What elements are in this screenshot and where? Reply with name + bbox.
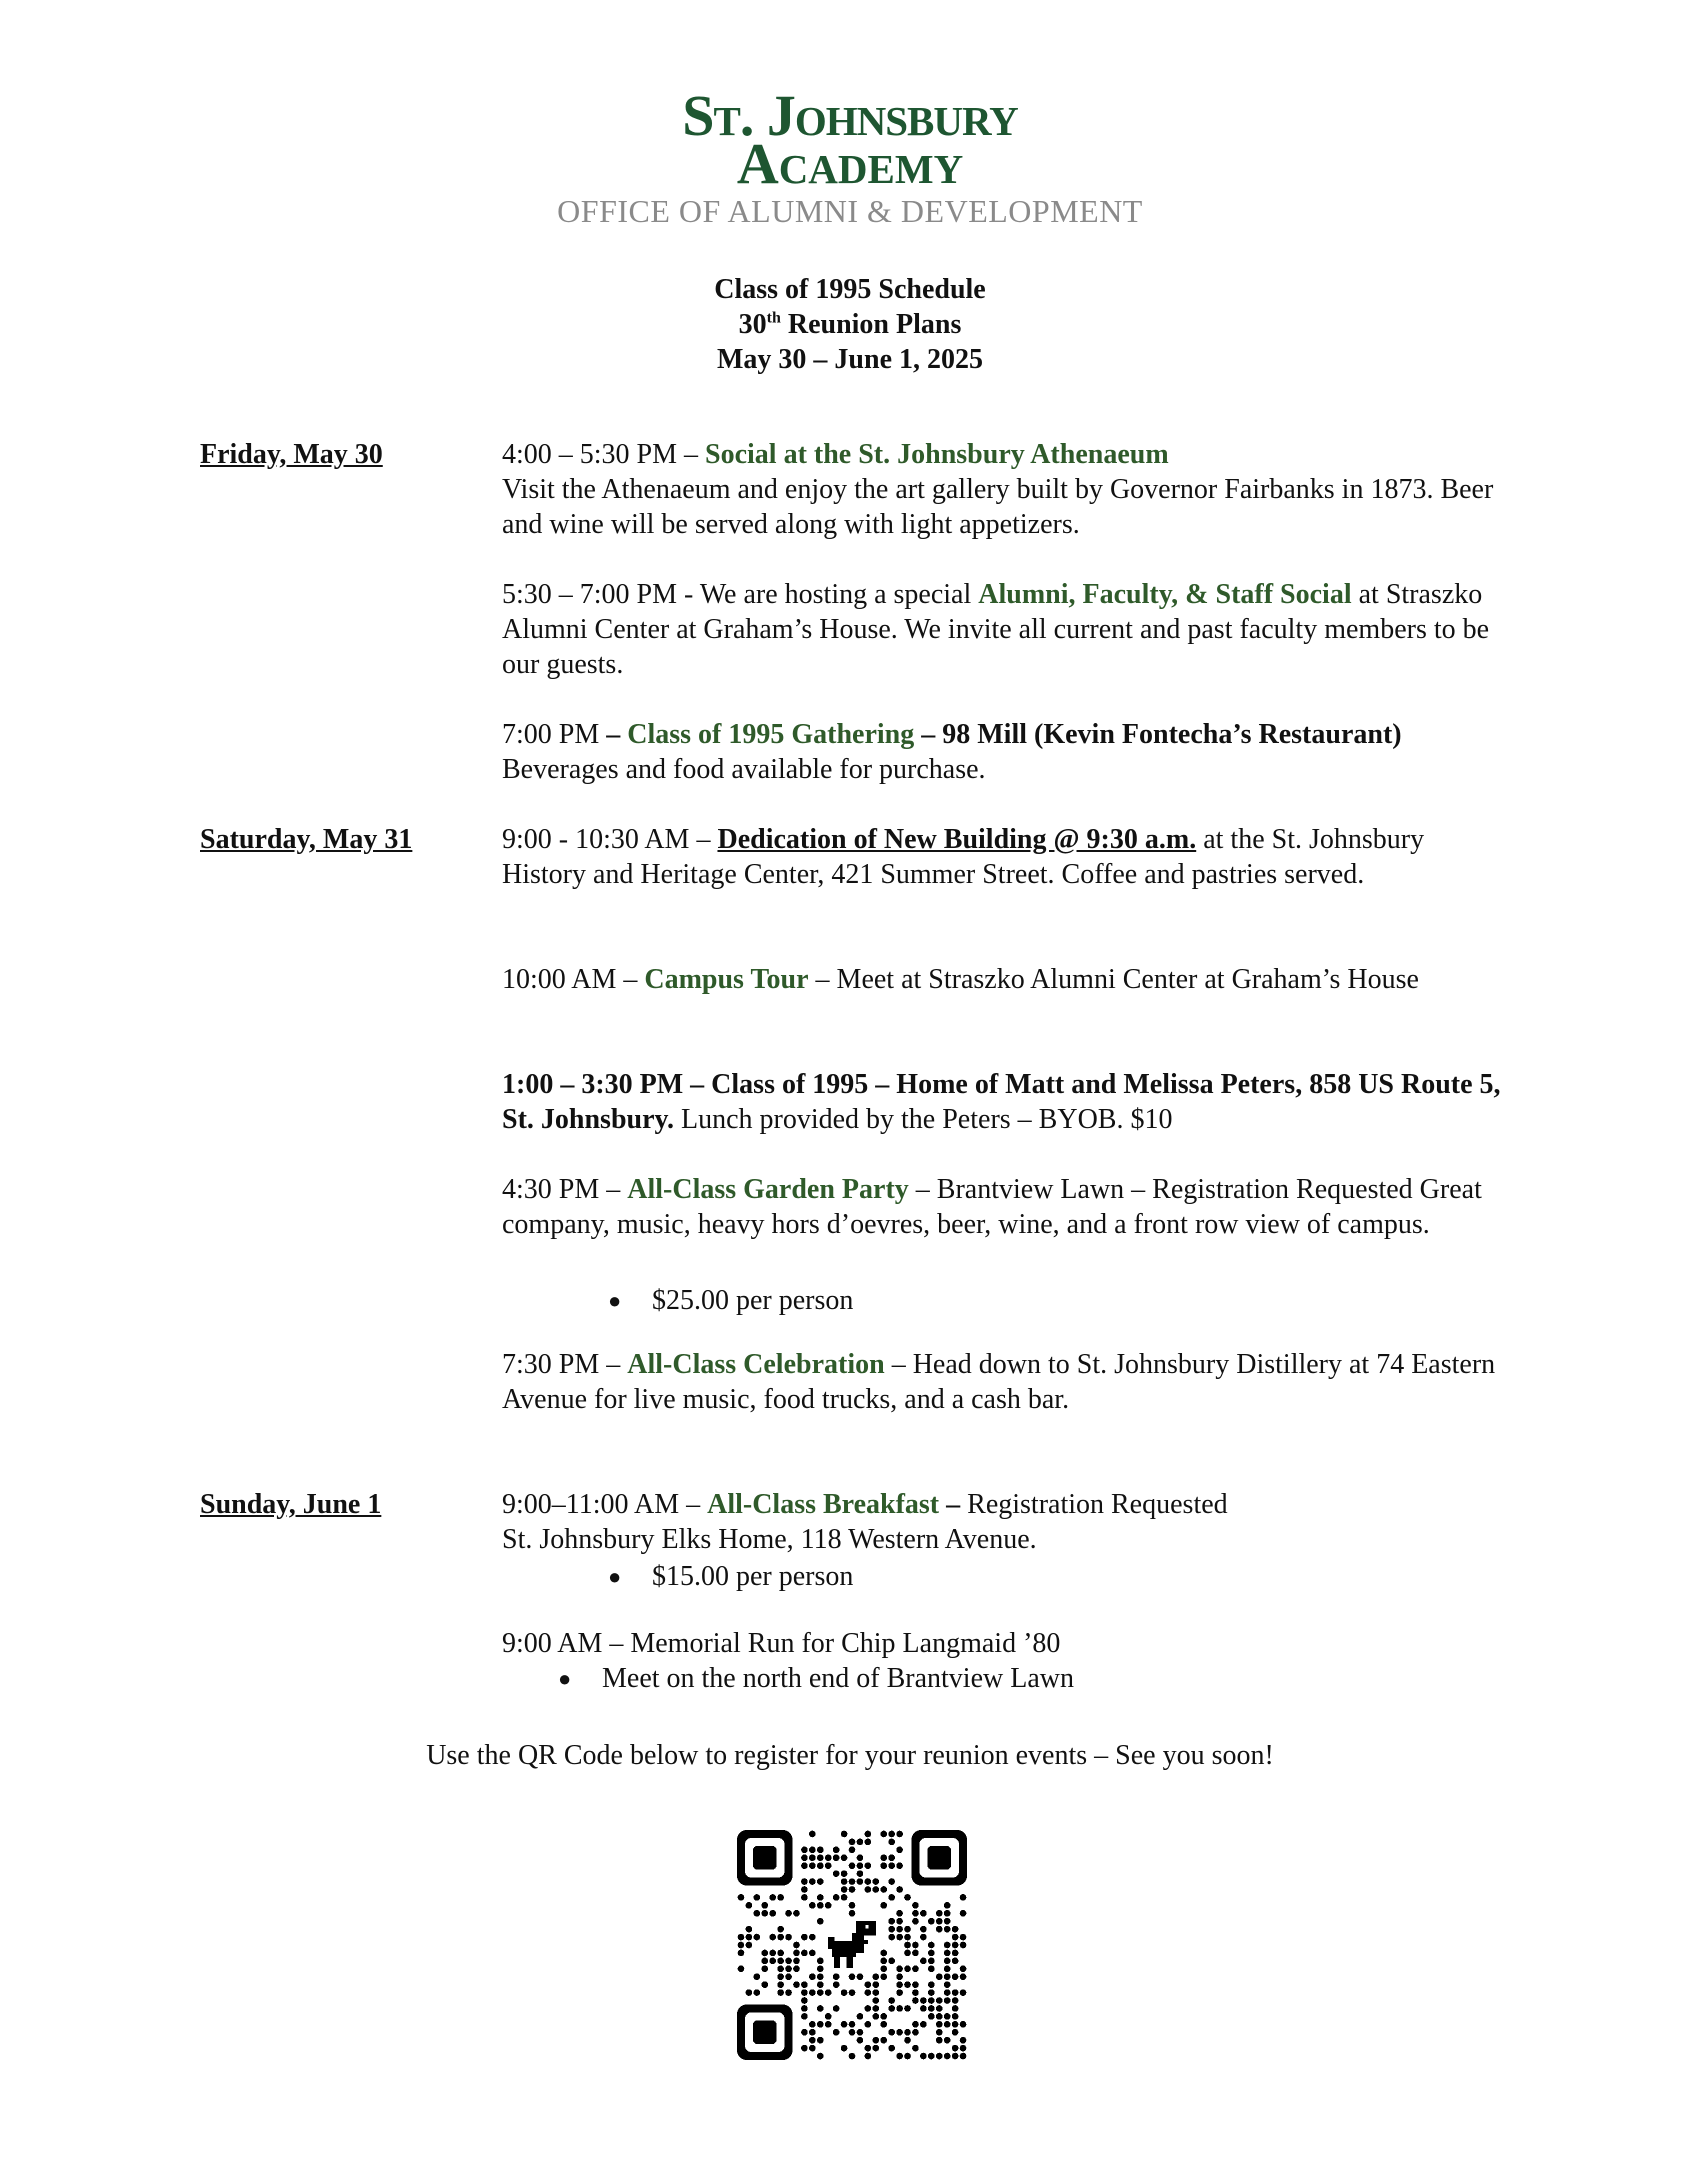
- bullet-icon: ●: [608, 1564, 622, 1589]
- title-line-3: May 30 – June 1, 2025: [717, 344, 983, 375]
- event-description: Beverages and food available for purchase.: [502, 754, 986, 785]
- event-description: – Head down to St. Johnsbury Distillery at 74 Eastern Avenue for live music, food trucks, and a cash bar.: [502, 1349, 1496, 1415]
- event-description: at Straszko Alumni Center at Graham’s House. We invite all current and past faculty members to be our guests.: [502, 579, 1490, 680]
- event-title: All-Class Celebration: [627, 1349, 885, 1380]
- schedule-title: [0, 272, 1700, 377]
- bullet-item: ● $15.00 per person: [608, 1561, 854, 1592]
- day-label-friday: Friday, May 30: [200, 439, 383, 470]
- event-description: Registration Requested: [967, 1489, 1228, 1520]
- bullet-icon: ●: [608, 1288, 622, 1313]
- friday-event-athenaeum: 4:00 – 5:30 PM – Social at the St. Johnsbury Athenaeum Visit the Athenaeum and enjoy the art gallery built by Governor Fairbanks in 1873. Beer and wine will be served along with light appetizers.: [502, 439, 1494, 540]
- saturday-event-class-lunch: [502, 1067, 1512, 1137]
- friday-event-class-gathering: 7:00 PM – Class of 1995 Gathering – 98 Mill (Kevin Fontecha’s Restaurant) Beverages and food available for purchase.: [502, 719, 1402, 785]
- event-location: St. Johnsbury Elks Home, 118 Western Avenue.: [502, 1524, 1037, 1555]
- day-label-sunday: Sunday, June 1: [200, 1489, 382, 1520]
- dinosaur-icon: [824, 1917, 880, 1973]
- saturday-event-campus-tour: 10:00 AM – Campus Tour – Meet at Straszko Alumni Center at Graham’s House: [502, 964, 1419, 995]
- saturday-event-garden-party: 4:30 PM – All-Class Garden Party – Brantview Lawn – Registration Requested Great company, music, heavy hors d’oevres, beer, wine, and a front row view of campus.: [502, 1174, 1482, 1240]
- bullet-item: ● Meet on the north end of Brantview Lawn: [558, 1663, 1074, 1694]
- academy-logo: [0, 83, 1700, 229]
- event-title: Alumni, Faculty, & Staff Social: [978, 579, 1352, 610]
- event-title: Class of 1995 Gathering: [627, 719, 915, 750]
- title-line-2: 30th Reunion Plans: [738, 309, 962, 340]
- bullet-item: ● $25.00 per person: [608, 1285, 854, 1316]
- event-title: Social at the St. Johnsbury Athenaeum: [705, 439, 1169, 470]
- event-title: All-Class Garden Party: [627, 1174, 909, 1205]
- event-description: – Meet at Straszko Alumni Center at Graham’s House: [808, 964, 1419, 995]
- event-description: Lunch provided by the Peters – BYOB. $10: [673, 1104, 1173, 1135]
- bullet-icon: ●: [558, 1666, 572, 1691]
- sunday-event-memorial-run: 9:00 AM – Memorial Run for Chip Langmaid ’80: [502, 1628, 1061, 1659]
- office-subtitle: OFFICE OF ALUMNI & DEVELOPMENT: [557, 193, 1143, 229]
- event-title: All-Class Breakfast: [707, 1489, 940, 1520]
- event-title: Campus Tour: [644, 964, 809, 995]
- event-location: – 98 Mill (Kevin Fontecha’s Restaurant): [914, 719, 1402, 750]
- event-description: at the St. Johnsbury History and Heritage Center, 421 Summer Street. Coffee and pastries served.: [502, 824, 1425, 890]
- friday-event-faculty-social: 5:30 – 7:00 PM - We are hosting a special Alumni, Faculty, & Staff Social at Straszko Alumni Center at Graham’s House. We invite all current and past faculty members to be our guests.: [502, 579, 1490, 680]
- saturday-event-celebration: 7:30 PM – All-Class Celebration – Head down to St. Johnsbury Distillery at 74 Eastern Avenue for live music, food trucks, and a cash bar.: [502, 1349, 1496, 1415]
- registration-qr-code[interactable]: [737, 1830, 967, 2060]
- event-title: Dedication of New Building @ 9:30 a.m.: [717, 824, 1197, 855]
- registration-note: Use the QR Code below to register for your reunion events – See you soon!: [426, 1740, 1274, 1771]
- title-line-1: Class of 1995 Schedule: [714, 274, 986, 305]
- event-description: – Brantview Lawn – Registration Requested Great company, music, heavy hors d’oevres, beer, wine, and a front row view of campus.: [502, 1174, 1482, 1240]
- event-title: 1:00 – 3:30 PM – Class of 1995 – Home of Matt and Melissa Peters, 858 US Route 5, St. Johnsbury.: [502, 1069, 1501, 1135]
- sunday-event-breakfast: 9:00–11:00 AM – All-Class Breakfast – Registration Requested St. Johnsbury Elks Home, 118 Western Avenue.: [502, 1489, 1228, 1555]
- event-description: Visit the Athenaeum and enjoy the art gallery built by Governor Fairbanks in 1873. Beer and wine will be served along with light appetizers.: [502, 474, 1494, 540]
- logo-line-1: St. Johnsbury: [682, 83, 1018, 148]
- saturday-event-dedication: 9:00 - 10:30 AM – Dedication of New Building @ 9:30 a.m. at the St. Johnsbury History and Heritage Center, 421 Summer Street. Coffee and pastries served.: [502, 824, 1425, 890]
- logo-line-2: Academy: [736, 131, 964, 196]
- day-label-saturday: Saturday, May 31: [200, 824, 413, 855]
